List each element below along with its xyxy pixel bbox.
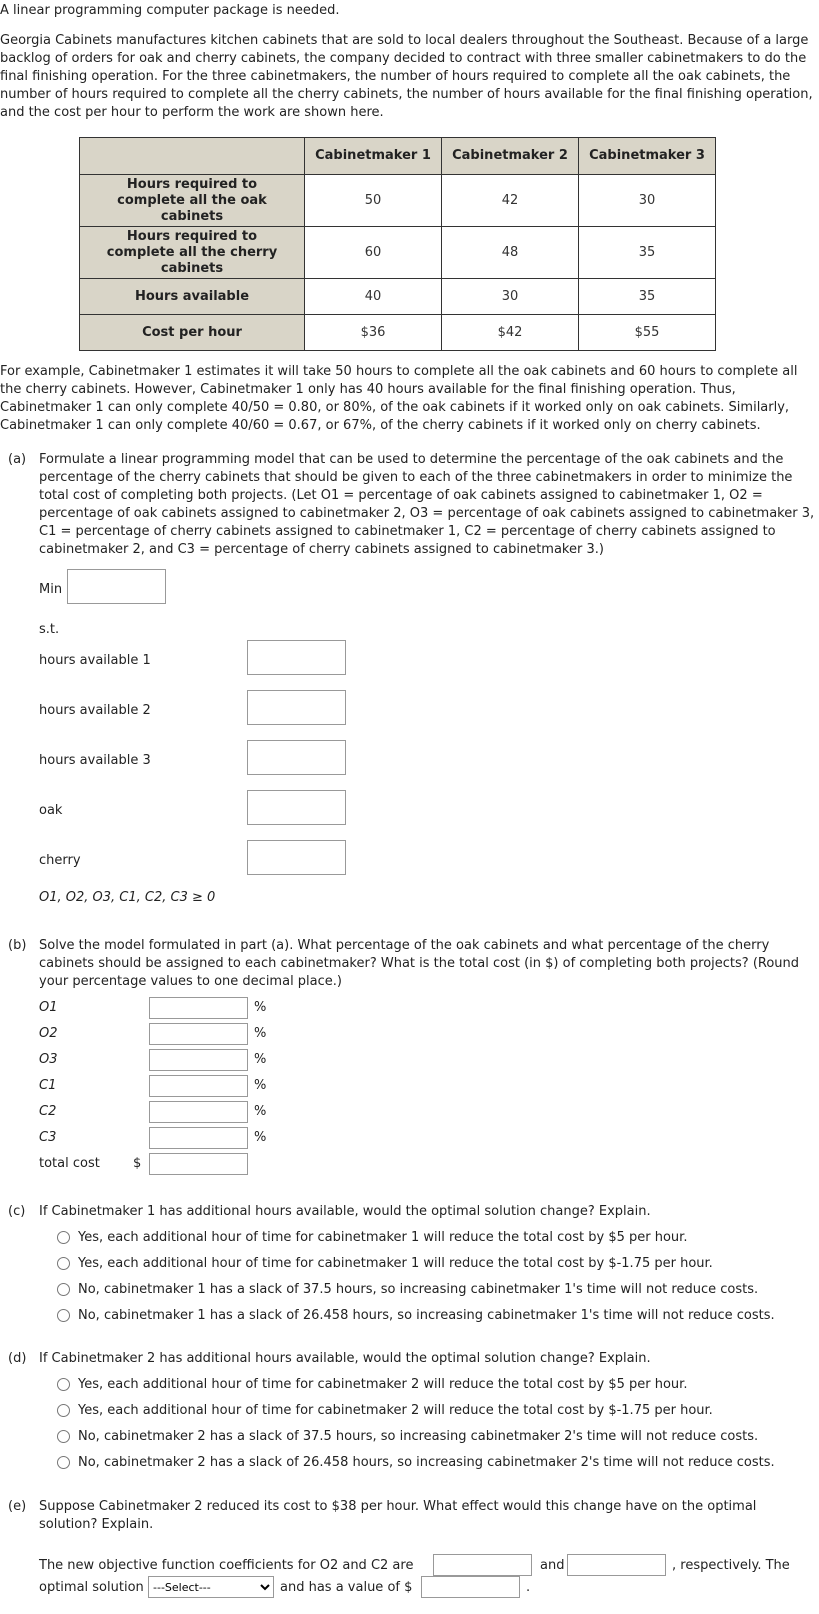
st-label: s.t.	[39, 622, 60, 637]
percent-sign: %	[254, 1000, 267, 1015]
table-row-label: Cost per hour	[80, 315, 305, 351]
optimal-solution-label: optimal solution	[39, 1580, 144, 1595]
part-e	[8, 1498, 815, 1534]
radio-button[interactable]	[57, 1257, 70, 1270]
table-cell: 48	[442, 227, 579, 279]
var-label-o1: O1	[39, 1000, 58, 1015]
part-e-label: (e)	[8, 1499, 27, 1514]
radio-option-label: Yes, each additional hour of time for cabinetmaker 1 will reduce the total cost by $-1.75 per hour.	[78, 1256, 713, 1271]
c2-coefficient-input[interactable]	[567, 1554, 666, 1576]
table-cell: 35	[579, 279, 716, 315]
table-cell: $42	[442, 315, 579, 351]
radio-option-label: Yes, each additional hour of time for cabinetmaker 2 will reduce the total cost by $5 per hour.	[78, 1377, 688, 1392]
objective-input[interactable]	[67, 569, 166, 604]
var-label-o3: O3	[39, 1052, 58, 1067]
table-cell: 30	[579, 175, 716, 227]
part-a	[8, 451, 815, 559]
var-label-o2: O2	[39, 1026, 58, 1041]
table-header: Cabinetmaker 1	[305, 138, 442, 175]
table-row-label: Hours required to complete all the cherry cabinets	[80, 227, 305, 279]
constraint-label: cherry	[39, 853, 81, 868]
constraint-label: hours available 3	[39, 753, 151, 768]
table-cell: 40	[305, 279, 442, 315]
answer-input-c2[interactable]	[149, 1101, 248, 1123]
part-d	[8, 1350, 815, 1368]
part-a-label: (a)	[8, 452, 27, 467]
percent-sign: %	[254, 1052, 267, 1067]
radio-button[interactable]	[57, 1231, 70, 1244]
constraint-input-hours-2[interactable]	[247, 690, 346, 725]
table-cell: 35	[579, 227, 716, 279]
var-label-c3: C3	[39, 1130, 57, 1145]
table-corner	[80, 138, 305, 175]
part-c-label: (c)	[8, 1204, 26, 1219]
radio-button[interactable]	[57, 1309, 70, 1322]
nonnegativity-text: O1, O2, O3, C1, C2, C3 ≥ 0	[39, 890, 216, 905]
table-cell: 30	[442, 279, 579, 315]
example-text: For example, Cabinetmaker 1 estimates it will take 50 hours to complete all the oak cabinets and 60 hours to complete all the cherry cabinets. However, Cabinetmaker 1 only has 40 hours available for the final finishing operation. Thus, Cabinetmaker 1 can only complete 40/50 = 0.80, or 80%, of the oak cabinets if it worked only on oak cabinets. Similarly, Cabinetmaker 1 can only complete 40/60 = 0.67, or 67%, of the cherry cabinets if it worked only on cherry cabinets.	[0, 364, 798, 433]
table-cell: $55	[579, 315, 716, 351]
value-label: and has a value of $	[280, 1580, 413, 1595]
table-header: Cabinetmaker 3	[579, 138, 716, 175]
coefficient-sentence-start: The new objective function coefficients for O2 and C2 are	[39, 1558, 414, 1573]
radio-button[interactable]	[57, 1430, 70, 1443]
table-cell: 42	[442, 175, 579, 227]
answer-input-o3[interactable]	[149, 1049, 248, 1071]
constraint-input-cherry[interactable]	[247, 840, 346, 875]
cabinetmaker-table	[79, 137, 716, 351]
radio-option-label: No, cabinetmaker 2 has a slack of 37.5 hours, so increasing cabinetmaker 2's time will not reduce costs.	[78, 1429, 759, 1444]
percent-sign: %	[254, 1104, 267, 1119]
constraint-input-hours-3[interactable]	[247, 740, 346, 775]
part-b-label: (b)	[8, 938, 27, 953]
percent-sign: %	[254, 1130, 267, 1145]
answer-input-o2[interactable]	[149, 1023, 248, 1045]
radio-button[interactable]	[57, 1456, 70, 1469]
period-text: .	[526, 1580, 531, 1595]
total-cost-input[interactable]	[149, 1153, 248, 1175]
part-a-text: Formulate a linear programming model that can be used to determine the percentage of the oak cabinets and the percentage of the cherry cabinets that should be given to each of the three cabinetmakers in order to minimize the total cost of completing both projects. (Let O1 = percentage of oak cabinets assigned to cabinetmaker 1, O2 = percentage of oak cabinets assigned to cabinetmaker 2, O3 = percentage of oak cabinets assigned to cabinetmaker 3, C1 = percentage of cherry cabinets assigned to cabinetmaker 1, C2 = percentage of cherry cabinets assigned to cabinetmaker 2, and C3 = percentage of cherry cabinets assigned to cabinetmaker 3.)	[39, 452, 815, 557]
var-label-c1: C1	[39, 1078, 57, 1093]
constraint-input-hours-1[interactable]	[247, 640, 346, 675]
answer-input-c3[interactable]	[149, 1127, 248, 1149]
constraint-input-oak[interactable]	[247, 790, 346, 825]
radio-option-label: Yes, each additional hour of time for cabinetmaker 1 will reduce the total cost by $5 per hour.	[78, 1230, 688, 1245]
o2-coefficient-input[interactable]	[433, 1554, 532, 1576]
table-cell: $36	[305, 315, 442, 351]
part-b-text: Solve the model formulated in part (a). What percentage of the oak cabinets and what percentage of the cherry cabinets should be assigned to each cabinetmaker? What is the total cost (in $) of completing both projects? (Round your percentage values to one decimal place.)	[39, 938, 800, 989]
radio-button[interactable]	[57, 1404, 70, 1417]
problem-text: Georgia Cabinets manufactures kitchen cabinets that are sold to local dealers throughout the Southeast. Because of a large backlog of orders for oak and cherry cabinets, the company decided to contract with three smaller cabinetmakers to do the final finishing operation. For the three cabinetmakers, the number of hours required to complete all the oak cabinets, the number of hours required to complete all the cherry cabinets, the number of hours available for the final finishing operation, and the cost per hour to perform the work are shown here.	[0, 33, 813, 120]
optimal-value-input[interactable]	[421, 1576, 520, 1598]
part-c-text: If Cabinetmaker 1 has additional hours available, would the optimal solution change? Explain.	[39, 1204, 651, 1219]
table-row-label: Hours required to complete all the oak cabinets	[80, 175, 305, 227]
radio-button[interactable]	[57, 1378, 70, 1391]
constraint-label: hours available 2	[39, 703, 151, 718]
part-d-text: If Cabinetmaker 2 has additional hours available, would the optimal solution change? Explain.	[39, 1351, 651, 1366]
constraint-label: oak	[39, 803, 63, 818]
part-c	[8, 1203, 815, 1221]
intro-text: A linear programming computer package is needed.	[0, 3, 340, 18]
answer-input-o1[interactable]	[149, 997, 248, 1019]
table-header: Cabinetmaker 2	[442, 138, 579, 175]
table-cell: 50	[305, 175, 442, 227]
radio-option-label: Yes, each additional hour of time for cabinetmaker 2 will reduce the total cost by $-1.75 per hour.	[78, 1403, 713, 1418]
var-label-c2: C2	[39, 1104, 57, 1119]
radio-option-label: No, cabinetmaker 2 has a slack of 26.458 hours, so increasing cabinetmaker 2's time will not reduce costs.	[78, 1455, 775, 1470]
respectively-text: , respectively. The	[672, 1558, 790, 1573]
table-row-label: Hours available	[80, 279, 305, 315]
part-d-label: (d)	[8, 1351, 27, 1366]
optimal-solution-select[interactable]	[148, 1576, 274, 1598]
radio-option-label: No, cabinetmaker 1 has a slack of 37.5 hours, so increasing cabinetmaker 1's time will not reduce costs.	[78, 1282, 759, 1297]
total-cost-label: total cost	[39, 1156, 100, 1171]
percent-sign: %	[254, 1026, 267, 1041]
table-cell: 60	[305, 227, 442, 279]
min-label: Min	[39, 582, 63, 597]
radio-button[interactable]	[57, 1283, 70, 1296]
percent-sign: %	[254, 1078, 267, 1093]
dollar-sign: $	[133, 1156, 142, 1171]
and-text: and	[540, 1558, 565, 1573]
constraint-label: hours available 1	[39, 653, 151, 668]
part-b	[8, 937, 815, 991]
answer-input-c1[interactable]	[149, 1075, 248, 1097]
radio-option-label: No, cabinetmaker 1 has a slack of 26.458 hours, so increasing cabinetmaker 1's time will not reduce costs.	[78, 1308, 775, 1323]
part-e-text: Suppose Cabinetmaker 2 reduced its cost to $38 per hour. What effect would this change have on the optimal solution? Explain.	[39, 1499, 757, 1532]
